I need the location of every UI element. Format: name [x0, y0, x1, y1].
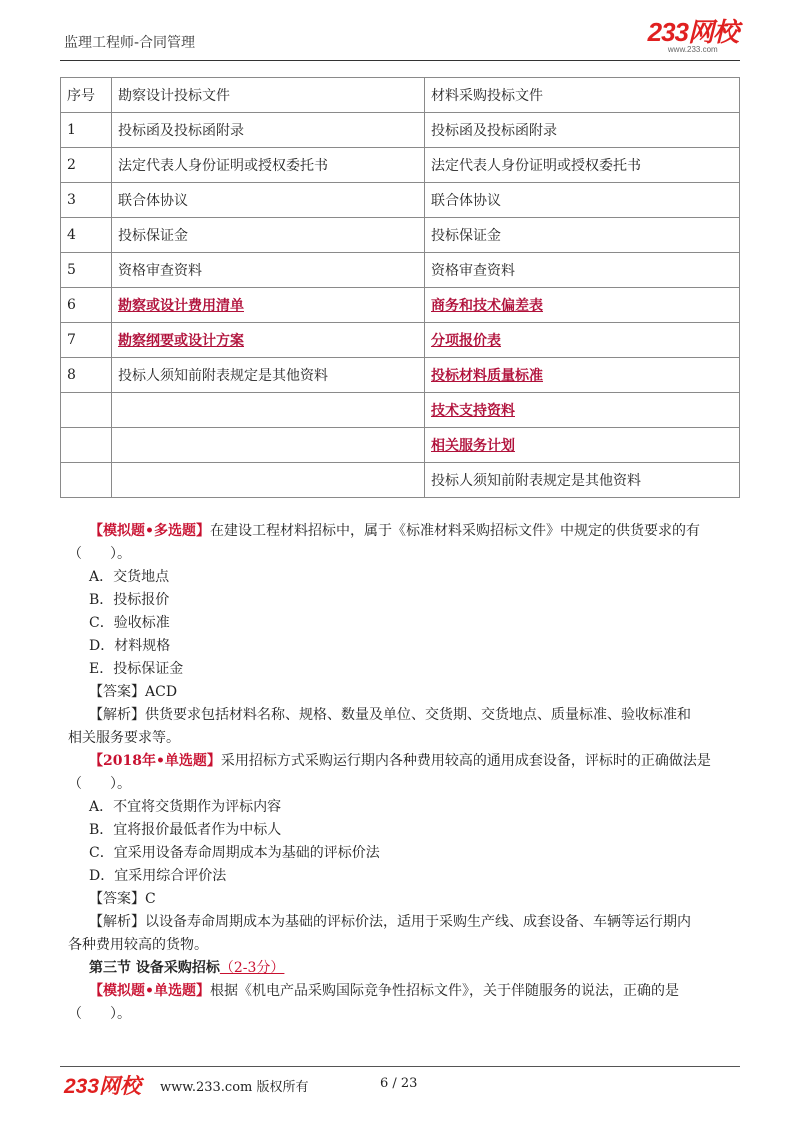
- highlighted-text: 勘察或设计费用清单: [118, 298, 244, 314]
- cell-material: 投标人须知前附表规定是其他资料: [425, 463, 740, 498]
- table-row: [61, 428, 740, 463]
- question-text: 在建设工程材料招标中，属于《标准材料采购招标文件》中规定的供货要求的有: [209, 523, 700, 539]
- cell-no: [61, 428, 112, 463]
- cell-survey: [112, 288, 425, 323]
- header-cell-no: 序号: [61, 78, 112, 113]
- cell-no: 8: [61, 358, 112, 393]
- question-text: 根据《机电产品采购国际竞争性招标文件》，关于伴随服务的说法，正确的是: [209, 983, 679, 999]
- cell-no: [61, 463, 112, 498]
- option: E．投标保证金: [89, 661, 184, 677]
- comparison-table: [60, 77, 740, 498]
- cell-survey: 资格审查资料: [112, 253, 425, 288]
- cell-material: [425, 428, 740, 463]
- question-tag: 【模拟题•多选题】: [89, 523, 210, 539]
- page-number: 6 / 23: [380, 1076, 418, 1091]
- cell-material: 投标保证金: [425, 218, 740, 253]
- highlighted-text: 技术支持资料: [431, 403, 515, 419]
- option: D．宜采用综合评价法: [89, 868, 227, 884]
- cell-material: 投标函及投标函附录: [425, 113, 740, 148]
- footer-logo: 233网校: [64, 1075, 142, 1098]
- table-row: [61, 288, 740, 323]
- option: B．投标报价: [89, 592, 170, 608]
- cell-survey: [112, 323, 425, 358]
- document-title: 监理工程师-合同管理: [64, 35, 196, 51]
- cell-survey: [112, 428, 425, 463]
- section-heading: [68, 957, 740, 980]
- logo-url: www.233.com: [667, 45, 718, 54]
- question-paren: （ ）。: [68, 1006, 131, 1022]
- question-3-stem: [68, 980, 740, 1003]
- answer: 【答案】C: [89, 891, 156, 907]
- cell-no: 4: [61, 218, 112, 253]
- section-score: （2-3分）: [219, 960, 285, 976]
- option: B．宜将报价最低者作为中标人: [89, 822, 282, 838]
- cell-no: [61, 393, 112, 428]
- cell-survey: [112, 463, 425, 498]
- cell-no: 6: [61, 288, 112, 323]
- question-tag: 【模拟题•单选题】: [89, 983, 210, 999]
- question-tag: 【2018年•单选题】: [89, 753, 221, 769]
- cell-material: [425, 288, 740, 323]
- header-cell-survey: 勘察设计投标文件: [112, 78, 425, 113]
- highlighted-text: 相关服务计划: [431, 438, 515, 454]
- cell-survey: [112, 393, 425, 428]
- cell-survey: 投标保证金: [112, 218, 425, 253]
- highlighted-text: 商务和技术偏差表: [431, 298, 543, 314]
- cell-material: 法定代表人身份证明或授权委托书: [425, 148, 740, 183]
- highlighted-text: 勘察纲要或设计方案: [118, 333, 244, 349]
- table-row: [61, 358, 740, 393]
- cell-survey: 联合体协议: [112, 183, 425, 218]
- cell-material: [425, 393, 740, 428]
- table-row: [61, 463, 740, 498]
- table-row: [61, 183, 740, 218]
- answer: 【答案】ACD: [89, 684, 178, 700]
- cell-survey: 投标人须知前附表规定是其他资料: [112, 358, 425, 393]
- table-row: [61, 323, 740, 358]
- cell-material: [425, 323, 740, 358]
- highlighted-text: 投标材料质量标准: [431, 368, 543, 384]
- cell-no: 3: [61, 183, 112, 218]
- questions-body: [68, 520, 740, 1026]
- analysis: 【解析】以设备寿命周期成本为基础的评标价法，适用于采购生产线、成套设备、车辆等运行期内: [89, 914, 691, 930]
- highlighted-text: 分项报价表: [431, 333, 501, 349]
- header-cell-material: 材料采购投标文件: [425, 78, 740, 113]
- footer-divider: [60, 1066, 740, 1067]
- table-row: [61, 393, 740, 428]
- analysis-cont: 各种费用较高的货物。: [68, 937, 208, 953]
- site-logo: [648, 19, 738, 55]
- question-text: 采用招标方式采购运行期内各种费用较高的通用成套设备，评标时的正确做法是: [220, 753, 711, 769]
- table-row: [61, 113, 740, 148]
- option: A．不宜将交货期作为评标内容: [89, 799, 282, 815]
- cell-survey: 投标函及投标函附录: [112, 113, 425, 148]
- table-row: [61, 253, 740, 288]
- analysis: 【解析】供货要求包括材料名称、规格、数量及单位、交货期、交货地点、质量标准、验收标准和: [89, 707, 691, 723]
- question-paren: （ ）。: [68, 546, 131, 562]
- header-divider: [60, 60, 740, 61]
- option: D．材料规格: [89, 638, 171, 654]
- cell-material: 联合体协议: [425, 183, 740, 218]
- logo-text: 233网校: [647, 17, 738, 47]
- cell-no: 7: [61, 323, 112, 358]
- option: C．宜采用设备寿命周期成本为基础的评标价法: [89, 845, 380, 861]
- cell-no: 1: [61, 113, 112, 148]
- cell-material: 资格审查资料: [425, 253, 740, 288]
- table-row: [61, 148, 740, 183]
- table-row: [61, 218, 740, 253]
- table-header-row: [61, 78, 740, 113]
- cell-survey: 法定代表人身份证明或授权委托书: [112, 148, 425, 183]
- option: C．验收标准: [89, 615, 170, 631]
- cell-no: 5: [61, 253, 112, 288]
- question-1-stem: [68, 520, 740, 543]
- cell-material: [425, 358, 740, 393]
- question-paren: （ ）。: [68, 776, 131, 792]
- footer-copyright: www.233.com 版权所有: [160, 1080, 309, 1095]
- analysis-cont: 相关服务要求等。: [68, 730, 180, 746]
- question-2-stem: [68, 750, 740, 773]
- cell-no: 2: [61, 148, 112, 183]
- section-title: 第三节 设备采购招标: [89, 960, 220, 976]
- option: A．交货地点: [89, 569, 170, 585]
